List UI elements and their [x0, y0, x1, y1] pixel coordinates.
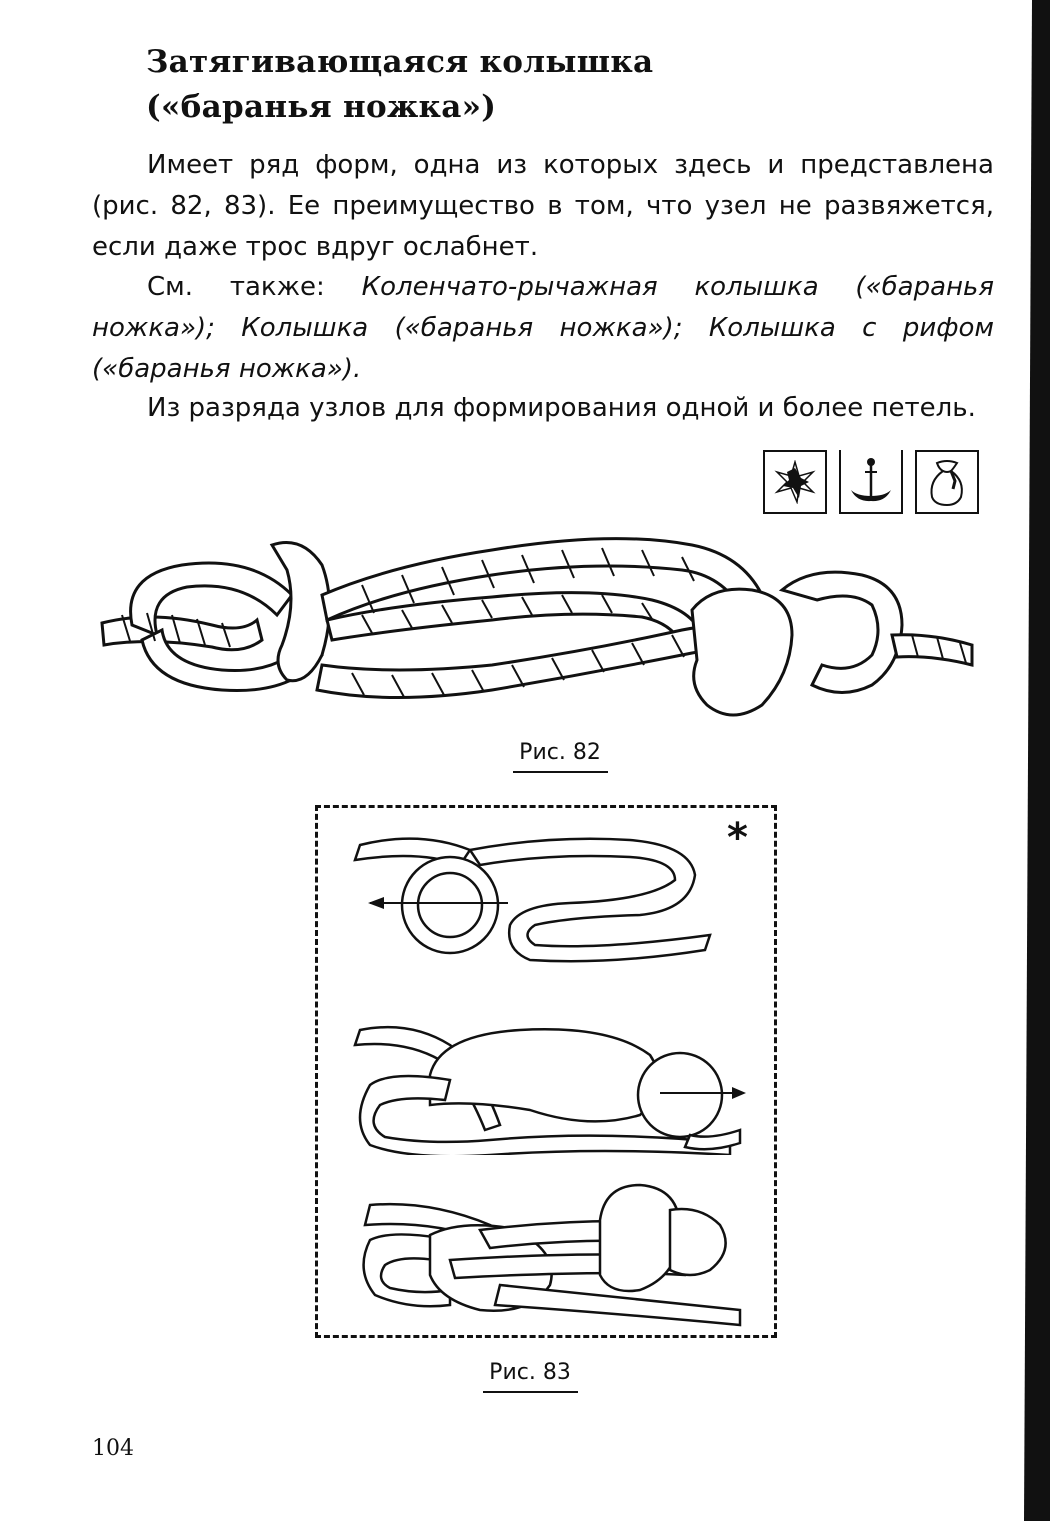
scan-page-edge [1012, 0, 1050, 1521]
caption-underline [483, 1391, 578, 1393]
see-also-label: См. также: [147, 272, 362, 302]
figure-83-step-1 [350, 825, 730, 965]
title-line-2: («баранья ножка») [146, 89, 497, 125]
figure-83-step-2 [350, 1015, 750, 1155]
paragraph-see-also [92, 267, 994, 390]
see-also-links: Коленчато-рычажная колышка («баранья ножка»); Колышка («баранья ножка»); Колышка с рифом («баранья ножка»). [92, 272, 994, 384]
paragraph-category [92, 388, 994, 429]
paragraph-description [92, 145, 994, 268]
star-burst-icon [763, 450, 827, 514]
page-number: 104 [92, 1436, 134, 1461]
figure-83-caption-text: Рис. 83 [489, 1360, 571, 1385]
figure-82-caption [505, 740, 615, 773]
title-line-1: Затягивающаяся колышка [146, 44, 654, 80]
paragraph-description-text: Имеет ряд форм, одна из которых здесь и представлена (рис. 82, 83). Ее преимущество в том, что узел не развяжется, если даже трос вдруг ослабнет. [92, 150, 994, 262]
figure-82-rope-knot [92, 515, 992, 745]
paragraph-category-text: Из разряда узлов для формирования одной и более петель. [147, 393, 976, 423]
usage-icons [763, 450, 979, 514]
anchor-icon [839, 450, 903, 514]
figure-83-caption [475, 1360, 585, 1393]
asterisk-marker: * [727, 815, 748, 861]
sack-icon [915, 450, 979, 514]
figure-83-step-3 [350, 1180, 750, 1330]
article-title [146, 40, 653, 130]
caption-underline [513, 771, 608, 773]
figure-82-caption-text: Рис. 82 [519, 740, 601, 765]
